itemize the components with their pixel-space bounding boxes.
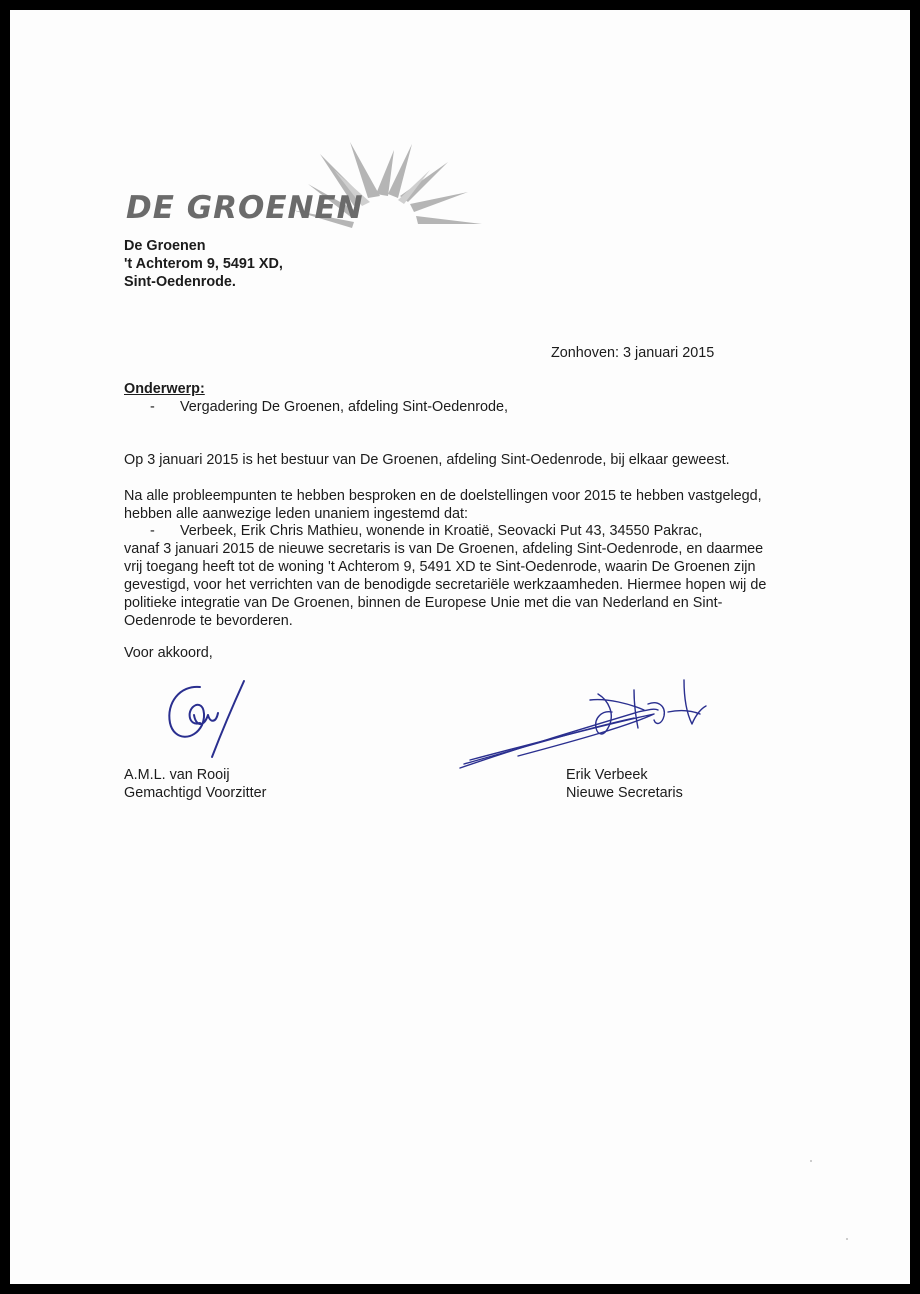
paragraph-2-line: hebben alle aanwezige leden unaniem ingestemd dat: bbox=[124, 506, 469, 522]
signatory-left-title: Gemachtigd Voorzitter bbox=[124, 785, 267, 801]
closing-line: Voor akkoord, bbox=[124, 645, 213, 661]
subject-label: Onderwerp: bbox=[124, 381, 205, 397]
paragraph-3-line: vrij toegang heeft tot de woning 't Achterom 9, 5491 XD te Sint-Oedenrode, waarin De Groenen zijn bbox=[124, 559, 756, 575]
paragraph-1: Op 3 januari 2015 is het bestuur van De Groenen, afdeling Sint-Oedenrode, bij elkaar geweest. bbox=[124, 452, 730, 468]
bullet-text: Verbeek, Erik Chris Mathieu, wonende in Kroatië, Seovacki Put 43, 34550 Pakrac, bbox=[180, 523, 703, 539]
paragraph-3-line: politieke integratie van De Groenen, binnen de Europese Unie met die van Nederland en Sint- bbox=[124, 595, 723, 611]
signatory-left-name: A.M.L. van Rooij bbox=[124, 767, 230, 783]
signature-left bbox=[160, 675, 250, 765]
date-line: Zonhoven: 3 januari 2015 bbox=[551, 345, 715, 361]
de-groenen-logo bbox=[122, 140, 502, 232]
signatory-right-name: Erik Verbeek bbox=[566, 767, 648, 783]
scan-speck bbox=[810, 1160, 812, 1162]
address-city: Sint-Oedenrode. bbox=[124, 274, 236, 290]
bullet-dash: - bbox=[150, 523, 155, 539]
letter-page bbox=[10, 10, 910, 1284]
scan-speck bbox=[846, 1238, 848, 1240]
paragraph-3-line: gevestigd, voor het verrichten van de benodigde secretariële werkzaamheden. Hiermee hopen wij de bbox=[124, 577, 767, 593]
paragraph-3-line: Oedenrode te bevorderen. bbox=[124, 613, 293, 629]
subject-item: Vergadering De Groenen, afdeling Sint-Oedenrode, bbox=[180, 399, 509, 415]
subject-bullet-dash: - bbox=[150, 399, 155, 415]
logo-wordmark: DE GROENEN bbox=[126, 190, 364, 226]
signatory-right-title: Nieuwe Secretaris bbox=[566, 785, 683, 801]
paragraph-3-line: vanaf 3 januari 2015 de nieuwe secretaris is van De Groenen, afdeling Sint-Oedenrode, en daarmee bbox=[124, 541, 764, 557]
address-street: 't Achterom 9, 5491 XD, bbox=[124, 256, 283, 272]
paragraph-2-line: Na alle probleempunten te hebben besproken en de doelstellingen voor 2015 te hebben vastgelegd, bbox=[124, 488, 762, 504]
signature-right bbox=[458, 670, 708, 780]
address-name: De Groenen bbox=[124, 238, 206, 254]
